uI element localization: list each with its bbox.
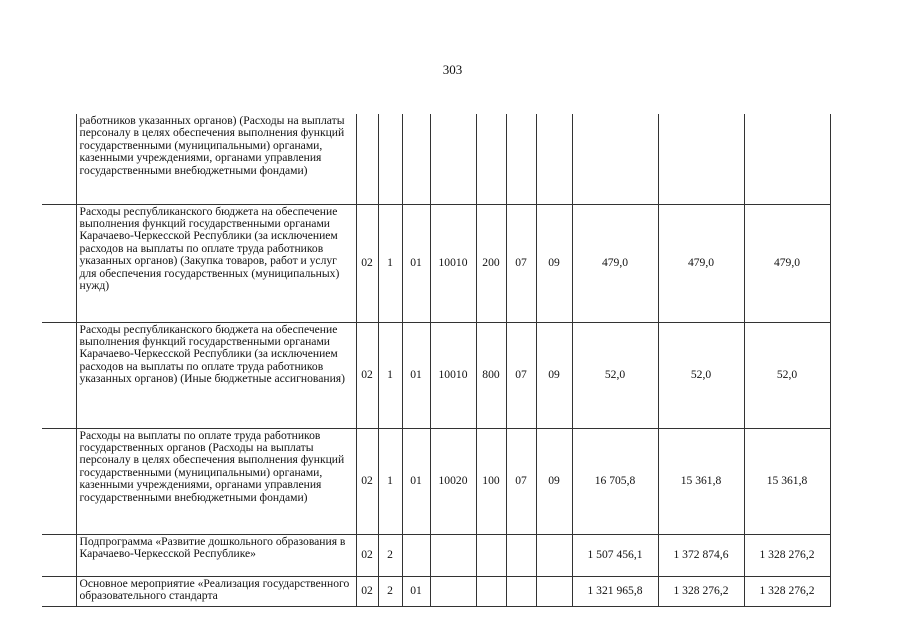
code-cell: 01 <box>402 204 430 322</box>
page-number: 303 <box>442 62 463 77</box>
table-row <box>42 534 830 576</box>
code-cell: 07 <box>506 322 536 428</box>
row-margin-cell <box>42 576 76 606</box>
code-cell: 1 <box>378 204 402 322</box>
code-cell: 07 <box>506 204 536 322</box>
row-description: Расходы на выплаты по оплате труда работников государственных органов (Расходы на выплаты персоналу в целях обеспечения выполнения функций государственными (муниципальными) органами, казенными учреждениями, органами управления государственными внебюджетными фондами) <box>76 428 356 534</box>
amount-cell: 479,0 <box>744 204 830 322</box>
code-cell: 09 <box>536 322 572 428</box>
row-margin-cell <box>42 114 76 204</box>
row-margin-cell <box>42 204 76 322</box>
code-cell <box>402 114 430 204</box>
code-cell <box>506 534 536 576</box>
code-cell: 1 <box>378 322 402 428</box>
table-row <box>42 576 830 606</box>
code-cell: 2 <box>378 576 402 606</box>
code-cell <box>536 114 572 204</box>
amount-cell: 16 705,8 <box>572 428 658 534</box>
code-cell <box>476 576 506 606</box>
code-cell <box>430 576 476 606</box>
row-description: работников указанных органов) (Расходы на выплаты персоналу в целях обеспечения выполнения функций государственными (муниципальными) органами, казенными учреждениями, органами управления государственными внебюджетными фондами) <box>76 114 356 204</box>
code-cell: 02 <box>356 322 378 428</box>
code-cell: 02 <box>356 204 378 322</box>
amount-cell: 52,0 <box>572 322 658 428</box>
code-cell <box>536 576 572 606</box>
code-cell: 02 <box>356 428 378 534</box>
code-cell: 09 <box>536 204 572 322</box>
amount-cell: 1 328 276,2 <box>744 576 830 606</box>
table-row <box>42 204 830 322</box>
code-cell <box>506 114 536 204</box>
amount-cell: 15 361,8 <box>658 428 744 534</box>
table-row <box>42 428 830 534</box>
code-cell: 01 <box>402 576 430 606</box>
row-description: Расходы республиканского бюджета на обеспечение выполнения функций государственными органами Карачаево-Черкесской Республики (за исключением расходов на выплаты по оплате труда работников указанных органов) (Закупка товаров, работ и услуг для обеспечения государственных (муниципальных) нужд) <box>76 204 356 322</box>
code-cell: 07 <box>506 428 536 534</box>
code-cell <box>402 534 430 576</box>
code-cell <box>476 114 506 204</box>
amount-cell: 1 372 874,6 <box>658 534 744 576</box>
code-cell: 01 <box>402 428 430 534</box>
code-cell <box>476 534 506 576</box>
code-cell: 800 <box>476 322 506 428</box>
row-margin-cell <box>42 428 76 534</box>
amount-cell <box>658 114 744 204</box>
row-margin-cell <box>42 322 76 428</box>
amount-cell: 15 361,8 <box>744 428 830 534</box>
code-cell: 01 <box>402 322 430 428</box>
table-row <box>42 322 830 428</box>
code-cell: 10020 <box>430 428 476 534</box>
amount-cell: 479,0 <box>658 204 744 322</box>
row-description: Подпрограмма «Развитие дошкольного образования в Карачаево-Черкесской Республике» <box>76 534 356 576</box>
code-cell <box>430 114 476 204</box>
amount-cell: 52,0 <box>658 322 744 428</box>
code-cell <box>430 534 476 576</box>
row-margin-cell <box>42 534 76 576</box>
code-cell: 10010 <box>430 322 476 428</box>
code-cell: 200 <box>476 204 506 322</box>
amount-cell: 479,0 <box>572 204 658 322</box>
amount-cell: 1 328 276,2 <box>744 534 830 576</box>
amount-cell: 1 321 965,8 <box>572 576 658 606</box>
budget-table <box>42 114 831 607</box>
amount-cell <box>744 114 830 204</box>
code-cell: 09 <box>536 428 572 534</box>
code-cell: 100 <box>476 428 506 534</box>
code-cell <box>378 114 402 204</box>
code-cell: 02 <box>356 534 378 576</box>
code-cell: 1 <box>378 428 402 534</box>
code-cell <box>506 576 536 606</box>
amount-cell: 1 328 276,2 <box>658 576 744 606</box>
code-cell <box>356 114 378 204</box>
code-cell: 10010 <box>430 204 476 322</box>
amount-cell <box>572 114 658 204</box>
row-description: Основное мероприятие «Реализация государственного образовательного стандарта <box>76 576 356 606</box>
row-description: Расходы республиканского бюджета на обеспечение выполнения функций государственными органами Карачаево-Черкесской Республики (за исключением расходов на выплаты по оплате труда работников указанных органов) (Иные бюджетные ассигнования) <box>76 322 356 428</box>
code-cell: 2 <box>378 534 402 576</box>
amount-cell: 1 507 456,1 <box>572 534 658 576</box>
table-row <box>42 114 830 204</box>
code-cell <box>536 534 572 576</box>
amount-cell: 52,0 <box>744 322 830 428</box>
code-cell: 02 <box>356 576 378 606</box>
